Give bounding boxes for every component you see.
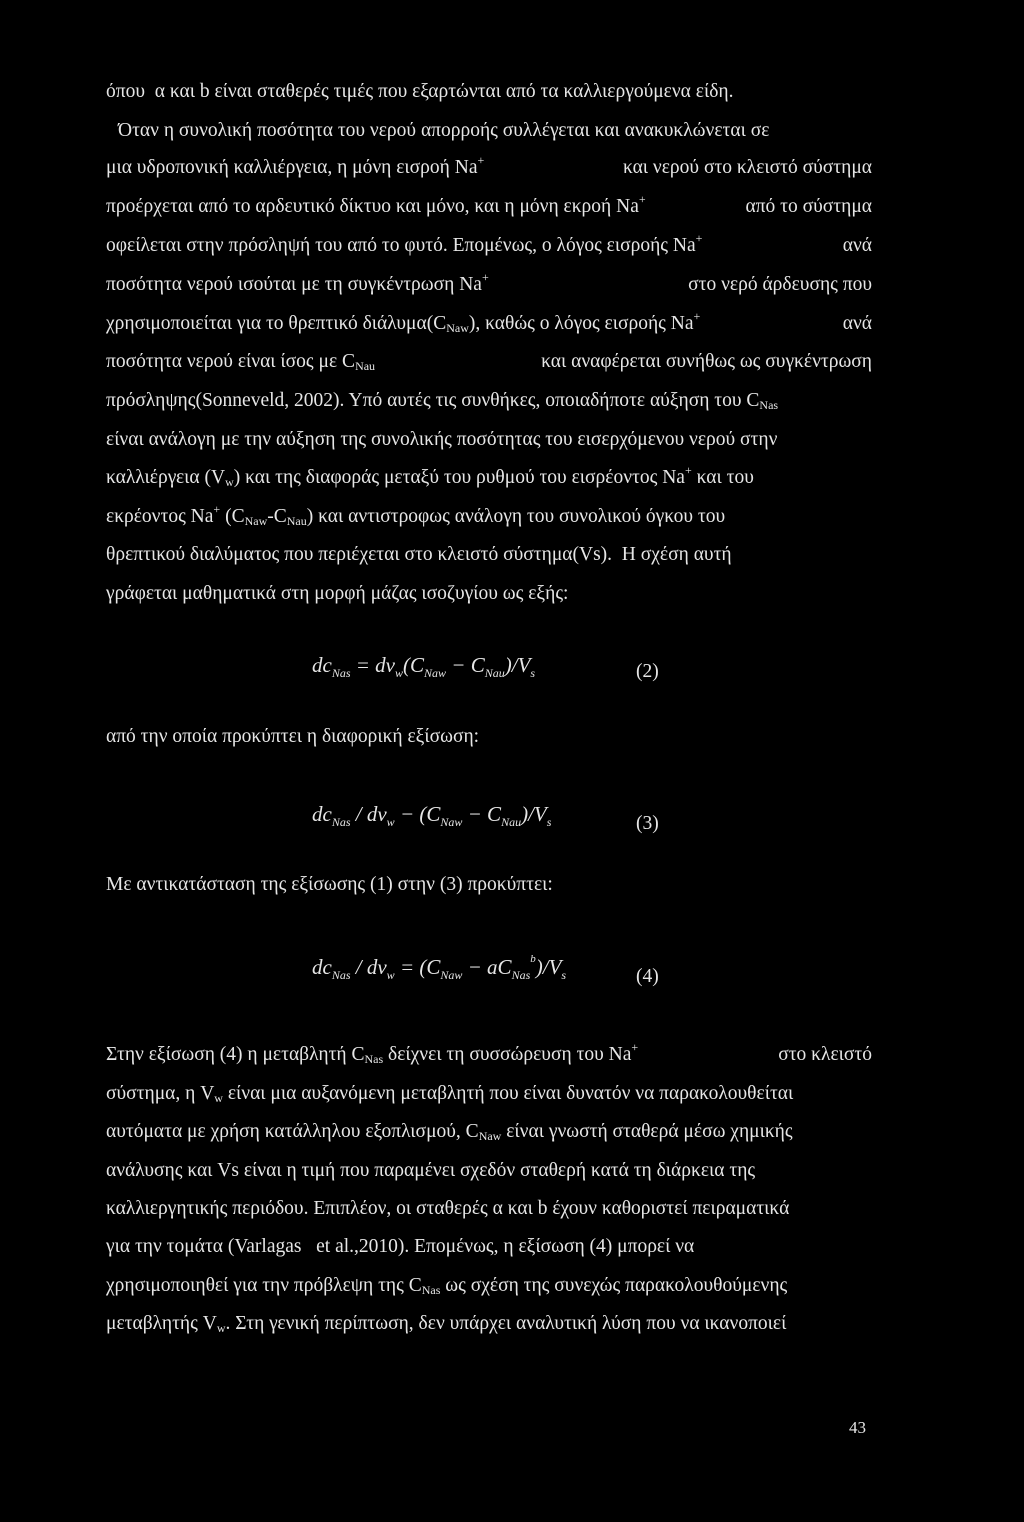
line-23-text: χρησιμοποιηθεί για την πρόβλεψη της $C_{Nas}$ ως σχέση της συνεχώς παρακολουθούμενης bbox=[106, 1275, 788, 1297]
line-21-text: καλλιεργητικής περιόδου. Επιπλέον, οι σταθερές α και b έχουν καθοριστεί πειραματικά bbox=[106, 1198, 790, 1219]
line-8-b: και αναφέρεται συνήθως ως συγκέντρωση bbox=[531, 351, 872, 372]
line-6-a: ποσότητα νερού ισούται με τη συγκέντρωση Na+ bbox=[106, 270, 489, 295]
line-17-b: στο κλειστό bbox=[773, 1044, 872, 1065]
text-line-4 bbox=[106, 192, 872, 219]
line-9-text: πρόσληψης(Sonneveld, 2002). Υπό αυτές τις συνθήκες, οποιαδήποτε αύξηση του $C_{Nas}$ bbox=[106, 390, 779, 412]
text-line-22 bbox=[106, 1235, 872, 1259]
text-line-9 bbox=[106, 389, 872, 413]
equation-3-number: (3) bbox=[636, 813, 659, 834]
text-line-23 bbox=[106, 1274, 872, 1298]
line-13-text: θρεπτικού διαλύματος που περιέχεται στο κλειστό σύστημα(Vs). Η σχέση αυτή bbox=[106, 544, 732, 565]
text-line-10 bbox=[106, 428, 872, 452]
line-7-a: χρησιμοποιείται για το θρεπτικό $\delta\iota ά\lambda\upsilon\mu\alpha(C_{Naw})$, καθώς ο λόγος εισροής Na+ bbox=[106, 309, 701, 335]
line-4-a: προέρχεται από το αρδευτικό δίκτυο και μόνο, και η μόνη εκροή Na+ bbox=[106, 192, 646, 217]
line-11-text: καλλιέργεια $(V_w)$ και της διαφοράς μεταξύ του ρυθμού του εισρέοντος Na+ και του bbox=[106, 463, 754, 489]
line-2-text: Όταν η συνολική ποσότητα του νερού απορροής συλλέγεται και ανακυκλώνεται σε bbox=[118, 120, 770, 141]
line-18-text: σύστημα, η $V_w$ είναι μια αυξανόμενη μεταβλητή που είναι δυνατόν να παρακολουθείται bbox=[106, 1083, 794, 1105]
line-1-text: όπου α και b είναι σταθερές τιμές που εξαρτώνται από τα καλλιεργούμενα είδη. bbox=[106, 81, 734, 102]
equation-2-number: (2) bbox=[636, 661, 659, 682]
line-22-text: για την τομάτα (Varlagas et al.,2010). Επομένως, η εξίσωση (4) μπορεί να bbox=[106, 1236, 695, 1257]
text-line-12 bbox=[106, 502, 872, 529]
line-15-text: από την οποία προκύπτει η διαφορική εξίσωση: bbox=[106, 726, 480, 747]
text-line-3 bbox=[106, 153, 872, 180]
line-3-a: μια υδροπονική καλλιέργεια, η μόνη εισροή Na+ bbox=[106, 153, 485, 178]
line-10-text: είναι ανάλογη με την αύξηση της συνολικής ποσότητας του εισερχόμενου νερού στην bbox=[106, 429, 778, 450]
text-line-1 bbox=[106, 80, 872, 104]
line-19-text: αυτόματα με χρήση κατάλληλου εξοπλισμού, $C_{Naw}$ είναι γνωστή σταθερά μέσω χημικής bbox=[106, 1121, 793, 1143]
equation-2: $dc_{Nas} = dv_w(C_{Naw} - C_{Nau})/V_s$ bbox=[312, 653, 536, 680]
text-line-2 bbox=[118, 119, 872, 143]
line-24-text: μεταβλητής $V_w$. Στη γενική περίπτωση, δεν υπάρχει αναλυτική λύση που να ικανοποιεί bbox=[106, 1313, 787, 1335]
text-line-24 bbox=[106, 1312, 872, 1336]
line-16-text: Με αντικατάσταση της εξίσωσης (1) στην (3) προκύπτει: bbox=[106, 874, 553, 895]
text-line-19 bbox=[106, 1120, 872, 1144]
equation-4: $dc_{Nas} / dv_w = (C_{Naw} - aC_{Nas}^b)/V_s$ bbox=[312, 953, 567, 982]
line-3-b: και νερού στο κλειστό σύστημα bbox=[618, 157, 872, 178]
text-line-14 bbox=[106, 582, 872, 606]
text-line-11 bbox=[106, 463, 872, 490]
text-line-20 bbox=[106, 1159, 872, 1183]
text-line-17 bbox=[106, 1040, 872, 1067]
line-20-text: ανάλυσης και Vs είναι η τιμή που παραμένει σχεδόν σταθερή κατά τη διάρκεια της bbox=[106, 1160, 756, 1181]
line-5-b: ανά bbox=[837, 235, 872, 256]
text-line-6 bbox=[106, 270, 872, 297]
text-line-16 bbox=[106, 873, 872, 897]
equation-3: $dc_{Nas} / dv_w - (C_{Naw} - C_{Nau})/V_s$ bbox=[312, 802, 552, 829]
text-line-8 bbox=[106, 350, 872, 374]
equation-4-number: (4) bbox=[636, 966, 659, 987]
line-5-a: οφείλεται στην πρόσληψή του από το φυτό. Επομένως, ο λόγος εισροής Na+ bbox=[106, 231, 703, 256]
line-8-a: ποσότητα νερού είναι ίσος με $C_{Nau}$ bbox=[106, 351, 376, 373]
line-6-b: στο νερό άρδευσης που bbox=[683, 274, 872, 295]
line-12-text: εκρέοντος Na+ $(C_{Naw}-C_{Nau})$ και αντιστροφως ανάλογη του συνολικού όγκου του bbox=[106, 502, 726, 528]
text-line-13 bbox=[106, 543, 872, 567]
text-line-21 bbox=[106, 1197, 872, 1221]
line-14-text: γράφεται μαθηματικά στη μορφή μάζας ισοζυγίου ως εξής: bbox=[106, 583, 569, 604]
line-17-a: Στην εξίσωση (4) η μεταβλητή $C_{Nas}$ δείχνει τη συσσώρευση του Na+ bbox=[106, 1040, 639, 1066]
text-line-15 bbox=[106, 725, 872, 749]
page-number: 43 bbox=[849, 1418, 866, 1437]
line-4-b: από το σύστημα bbox=[740, 196, 872, 217]
text-line-7 bbox=[106, 309, 872, 336]
text-line-5 bbox=[106, 231, 872, 258]
line-7-b: ανά bbox=[837, 313, 872, 334]
text-line-18 bbox=[106, 1082, 872, 1106]
